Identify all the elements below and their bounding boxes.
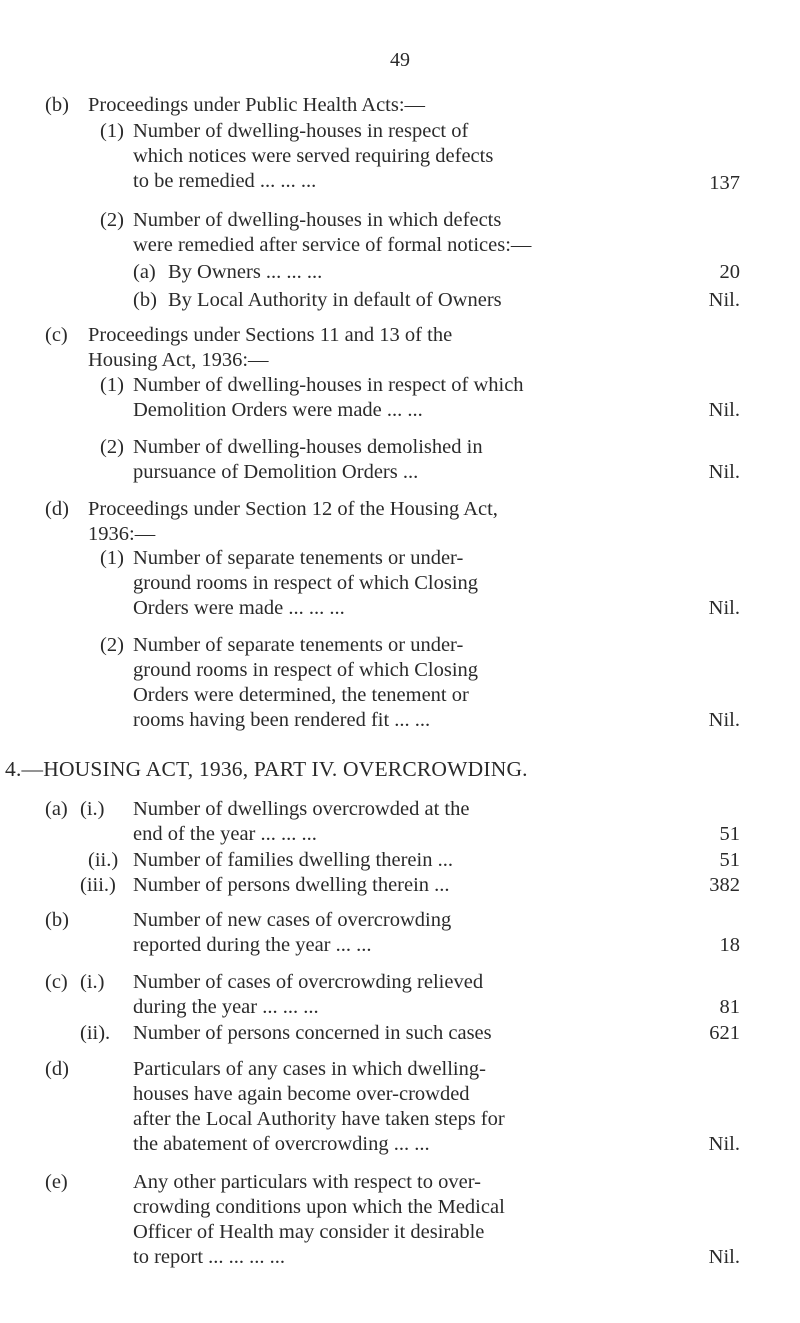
text-line: Number of dwelling-houses in which defects bbox=[133, 209, 502, 231]
item-value: 18 bbox=[719, 934, 740, 956]
item-value: Nil. bbox=[708, 597, 740, 619]
item-label: (i.) bbox=[80, 971, 105, 993]
item-text bbox=[133, 1057, 505, 1157]
item-value: 51 bbox=[719, 849, 740, 871]
text-line: were remedied after service of formal notices:— bbox=[133, 234, 532, 256]
section-d-title bbox=[88, 497, 498, 547]
text-line: to report ... ... ... ... bbox=[133, 1246, 286, 1268]
item-value: Nil. bbox=[708, 1133, 740, 1155]
text-line: to be remedied ... ... ... bbox=[133, 170, 317, 192]
text-line: Number of separate tenements or under- bbox=[133, 634, 464, 656]
text-line: ground rooms in respect of which Closing bbox=[133, 659, 479, 681]
subitem-value: Nil. bbox=[708, 289, 740, 311]
text-line: Any other particulars with respect to over- bbox=[133, 1171, 481, 1193]
item-text bbox=[133, 208, 531, 258]
text-line: 1936:— bbox=[88, 523, 156, 545]
item-label: (ii.) bbox=[88, 849, 119, 871]
section-4e-label: (e) bbox=[45, 1171, 68, 1193]
section-c-title bbox=[88, 323, 452, 373]
item-label: (1) bbox=[100, 374, 124, 396]
text-line: Number of separate tenements or under- bbox=[133, 547, 464, 569]
item-label: (1) bbox=[100, 120, 124, 142]
text-line: Officer of Health may consider it desirable bbox=[133, 1221, 485, 1243]
text-line: Number of dwelling-houses in respect of bbox=[133, 120, 469, 142]
section-b-label: (b) bbox=[45, 94, 69, 116]
section-4d-label: (d) bbox=[45, 1058, 69, 1080]
text-line: Proceedings under Section 12 of the Housing Act, bbox=[88, 498, 498, 520]
item-value: Nil. bbox=[708, 709, 740, 731]
section-4c-label: (c) bbox=[45, 971, 68, 993]
item-label: (2) bbox=[100, 209, 124, 231]
item-label: (2) bbox=[100, 634, 124, 656]
item-text bbox=[133, 797, 469, 847]
item-text bbox=[133, 908, 451, 958]
page-number: 49 bbox=[390, 49, 410, 71]
item-value: 621 bbox=[709, 1022, 740, 1044]
item-text bbox=[133, 970, 483, 1020]
item-value: Nil. bbox=[708, 461, 740, 483]
text-line: houses have again become over-crowded bbox=[133, 1083, 470, 1105]
item-text: Number of persons dwelling therein ... bbox=[133, 874, 450, 896]
text-line: the abatement of overcrowding ... ... bbox=[133, 1133, 430, 1155]
item-value: 382 bbox=[709, 874, 740, 896]
item-value: 51 bbox=[719, 823, 740, 845]
text-line: which notices were served requiring defects bbox=[133, 145, 494, 167]
item-value: Nil. bbox=[708, 399, 740, 421]
text-line: Number of dwellings overcrowded at the bbox=[133, 798, 470, 820]
text-line: after the Local Authority have taken steps for bbox=[133, 1108, 505, 1130]
item-label: (i.) bbox=[80, 798, 105, 820]
text-line: Particulars of any cases in which dwelling- bbox=[133, 1058, 486, 1080]
text-line: rooms having been rendered fit ... ... bbox=[133, 709, 431, 731]
section-4a-label: (a) bbox=[45, 798, 68, 820]
item-label: (iii.) bbox=[80, 874, 116, 896]
text-line: during the year ... ... ... bbox=[133, 996, 319, 1018]
item-text bbox=[133, 435, 483, 485]
item-label: (ii). bbox=[80, 1022, 111, 1044]
text-line: Number of cases of overcrowding relieved bbox=[133, 971, 484, 993]
item-text bbox=[133, 119, 493, 194]
item-label: (1) bbox=[100, 547, 124, 569]
section-d-label: (d) bbox=[45, 498, 69, 520]
subitem-label: (b) bbox=[133, 289, 157, 311]
text-line: Orders were made ... ... ... bbox=[133, 597, 345, 619]
subitem-text: By Owners ... ... ... bbox=[168, 261, 323, 283]
subitem-value: 20 bbox=[719, 261, 740, 283]
item-text: Number of families dwelling therein ... bbox=[133, 849, 453, 871]
item-text bbox=[133, 633, 478, 733]
item-text bbox=[133, 1170, 505, 1270]
text-line: Number of dwelling-houses demolished in bbox=[133, 436, 483, 458]
item-value: Nil. bbox=[708, 1246, 740, 1268]
section-b-title: Proceedings under Public Health Acts:— bbox=[88, 94, 426, 116]
text-line: Proceedings under Sections 11 and 13 of the bbox=[88, 324, 453, 346]
text-line: Number of new cases of overcrowding bbox=[133, 909, 452, 931]
text-line: ground rooms in respect of which Closing bbox=[133, 572, 479, 594]
item-label: (2) bbox=[100, 436, 124, 458]
text-line: Number of dwelling-houses in respect of which bbox=[133, 374, 524, 396]
text-line: Orders were determined, the tenement or bbox=[133, 684, 469, 706]
text-line: Demolition Orders were made ... ... bbox=[133, 399, 423, 421]
item-value: 81 bbox=[719, 996, 740, 1018]
text-line: pursuance of Demolition Orders ... bbox=[133, 461, 419, 483]
item-text bbox=[133, 373, 524, 423]
section-4-heading: 4.—HOUSING ACT, 1936, PART IV. OVERCROWDING. bbox=[5, 757, 528, 781]
subitem-text: By Local Authority in default of Owners bbox=[168, 289, 502, 311]
section-c-label: (c) bbox=[45, 324, 68, 346]
section-4b-label: (b) bbox=[45, 909, 69, 931]
text-line: reported during the year ... ... bbox=[133, 934, 372, 956]
text-line: Housing Act, 1936:— bbox=[88, 349, 269, 371]
text-line: end of the year ... ... ... bbox=[133, 823, 317, 845]
subitem-label: (a) bbox=[133, 261, 156, 283]
item-value: 137 bbox=[709, 172, 740, 194]
item-text: Number of persons concerned in such cases bbox=[133, 1022, 492, 1044]
item-text bbox=[133, 546, 478, 621]
text-line: crowding conditions upon which the Medical bbox=[133, 1196, 505, 1218]
